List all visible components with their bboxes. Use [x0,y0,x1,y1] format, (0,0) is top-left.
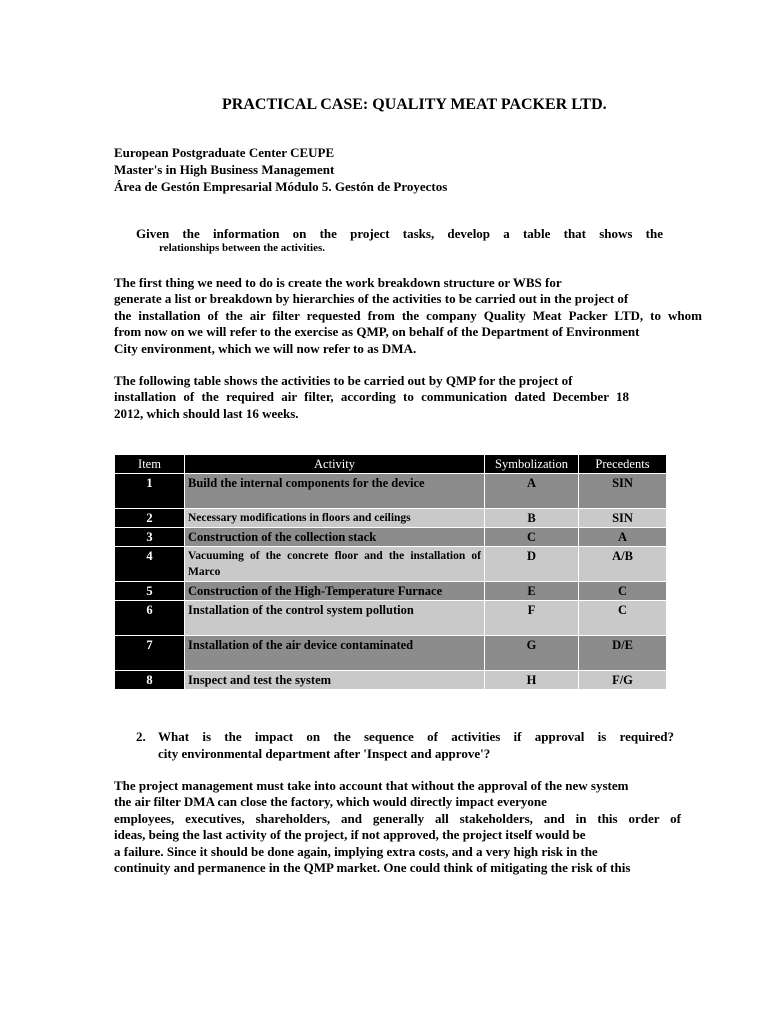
module-name: Área de Gestón Empresarial Módulo 5. Gestón de Proyectos [114,179,448,194]
symbol-cell: E [485,582,579,601]
symbol-cell: B [485,509,579,528]
program-name: Master's in High Business Management [114,162,335,177]
activity-cell: Build the internal components for the device [185,474,485,509]
precedents-cell: C [579,582,667,601]
paragraph-line: from now on we will refer to the exercise as QMP, on behalf of the Department of Environment [114,324,640,340]
precedents-cell: A/B [579,547,667,582]
precedents-cell: C [579,601,667,636]
table-row [115,601,667,636]
symbol-cell: C [485,528,579,547]
paragraph-line: continuity and permanence in the QMP market. One could think of mitigating the risk of this [114,860,631,876]
precedents-cell: F/G [579,671,667,690]
symbol-cell: G [485,636,579,671]
paragraph-wbs [114,275,702,357]
activity-cell: Inspect and test the system [185,671,485,690]
symbol-cell: D [485,547,579,582]
table-row [115,547,667,582]
symbol-cell: A [485,474,579,509]
paragraph-line: City environment, which we will now refer to as DMA. [114,340,417,356]
activity-cell: Construction of the High-Temperature Furnace [185,582,485,601]
question-number: 2. [136,729,146,744]
column-header-item: Item [115,455,185,474]
paragraph-line: employees, executives, shareholders, and generally all stakeholders, and in this order of [114,810,681,826]
question-text: What is the impact on the sequence of activities if approval is required? [158,729,674,744]
activity-cell: Installation of the control system pollution [185,601,485,636]
activities-table [114,454,667,690]
paragraph-line: The following table shows the activities to be carried out by QMP for the project of [114,373,573,388]
column-header-symbolization: Symbolization [485,455,579,474]
paragraph-line: The project management must take into account that without the approval of the new system [114,778,629,793]
activity-cell: Installation of the air device contaminated [185,636,485,671]
question-1: Given the information on the project tasks, develop a table that shows the [136,226,663,241]
paragraph-line: installation of the required air filter, according to communication dated December 18 [114,389,629,405]
item-cell: 1 [115,474,185,509]
table-row [115,671,667,690]
item-cell: 8 [115,671,185,690]
paragraph-line: The first thing we need to do is create the work breakdown structure or WBS for [114,275,562,290]
paragraph-line: ideas, being the last activity of the project, if not approved, the project itself would be [114,827,586,843]
table-row [115,582,667,601]
column-header-activity: Activity [185,455,485,474]
question-2 [136,729,674,762]
item-cell: 7 [115,636,185,671]
activity-cell: Necessary modifications in floors and ceilings [185,509,485,528]
question-text-continuation: city environmental department after 'Inspect and approve'? [158,745,491,761]
table-row [115,636,667,671]
table-row [115,509,667,528]
activity-cell: Construction of the collection stack [185,528,485,547]
precedents-cell: D/E [579,636,667,671]
paragraph-line: generate a list or breakdown by hierarchies of the activities to be carried out in the project of [114,291,629,307]
paragraph-table-intro [114,373,629,422]
question-1-continuation: relationships between the activities. [159,242,326,254]
item-cell: 5 [115,582,185,601]
paragraph-line: a failure. Since it should be done again, implying extra costs, and a very high risk in the [114,843,598,859]
precedents-cell: SIN [579,509,667,528]
activity-cell: Vacuuming of the concrete floor and the installation of Marco [185,547,485,582]
paragraph-line: the air filter DMA can close the factory, which would directly impact everyone [114,794,547,810]
precedents-cell: SIN [579,474,667,509]
symbol-cell: F [485,601,579,636]
table-row [115,474,667,509]
item-cell: 4 [115,547,185,582]
paragraph-impact [114,778,681,876]
table-header-row [115,455,667,474]
item-cell: 2 [115,509,185,528]
document-title: PRACTICAL CASE: QUALITY MEAT PACKER LTD. [222,96,607,113]
precedents-cell: A [579,528,667,547]
item-cell: 3 [115,528,185,547]
paragraph-line: 2012, which should last 16 weeks. [114,405,299,421]
institution-name: European Postgraduate Center CEUPE [114,145,335,160]
table-row [115,528,667,547]
item-cell: 6 [115,601,185,636]
symbol-cell: H [485,671,579,690]
column-header-precedents: Precedents [579,455,667,474]
document-header-info [114,144,447,195]
paragraph-line: the installation of the air filter requested from the company Quality Meat Packer LTD, to whom [114,307,702,323]
